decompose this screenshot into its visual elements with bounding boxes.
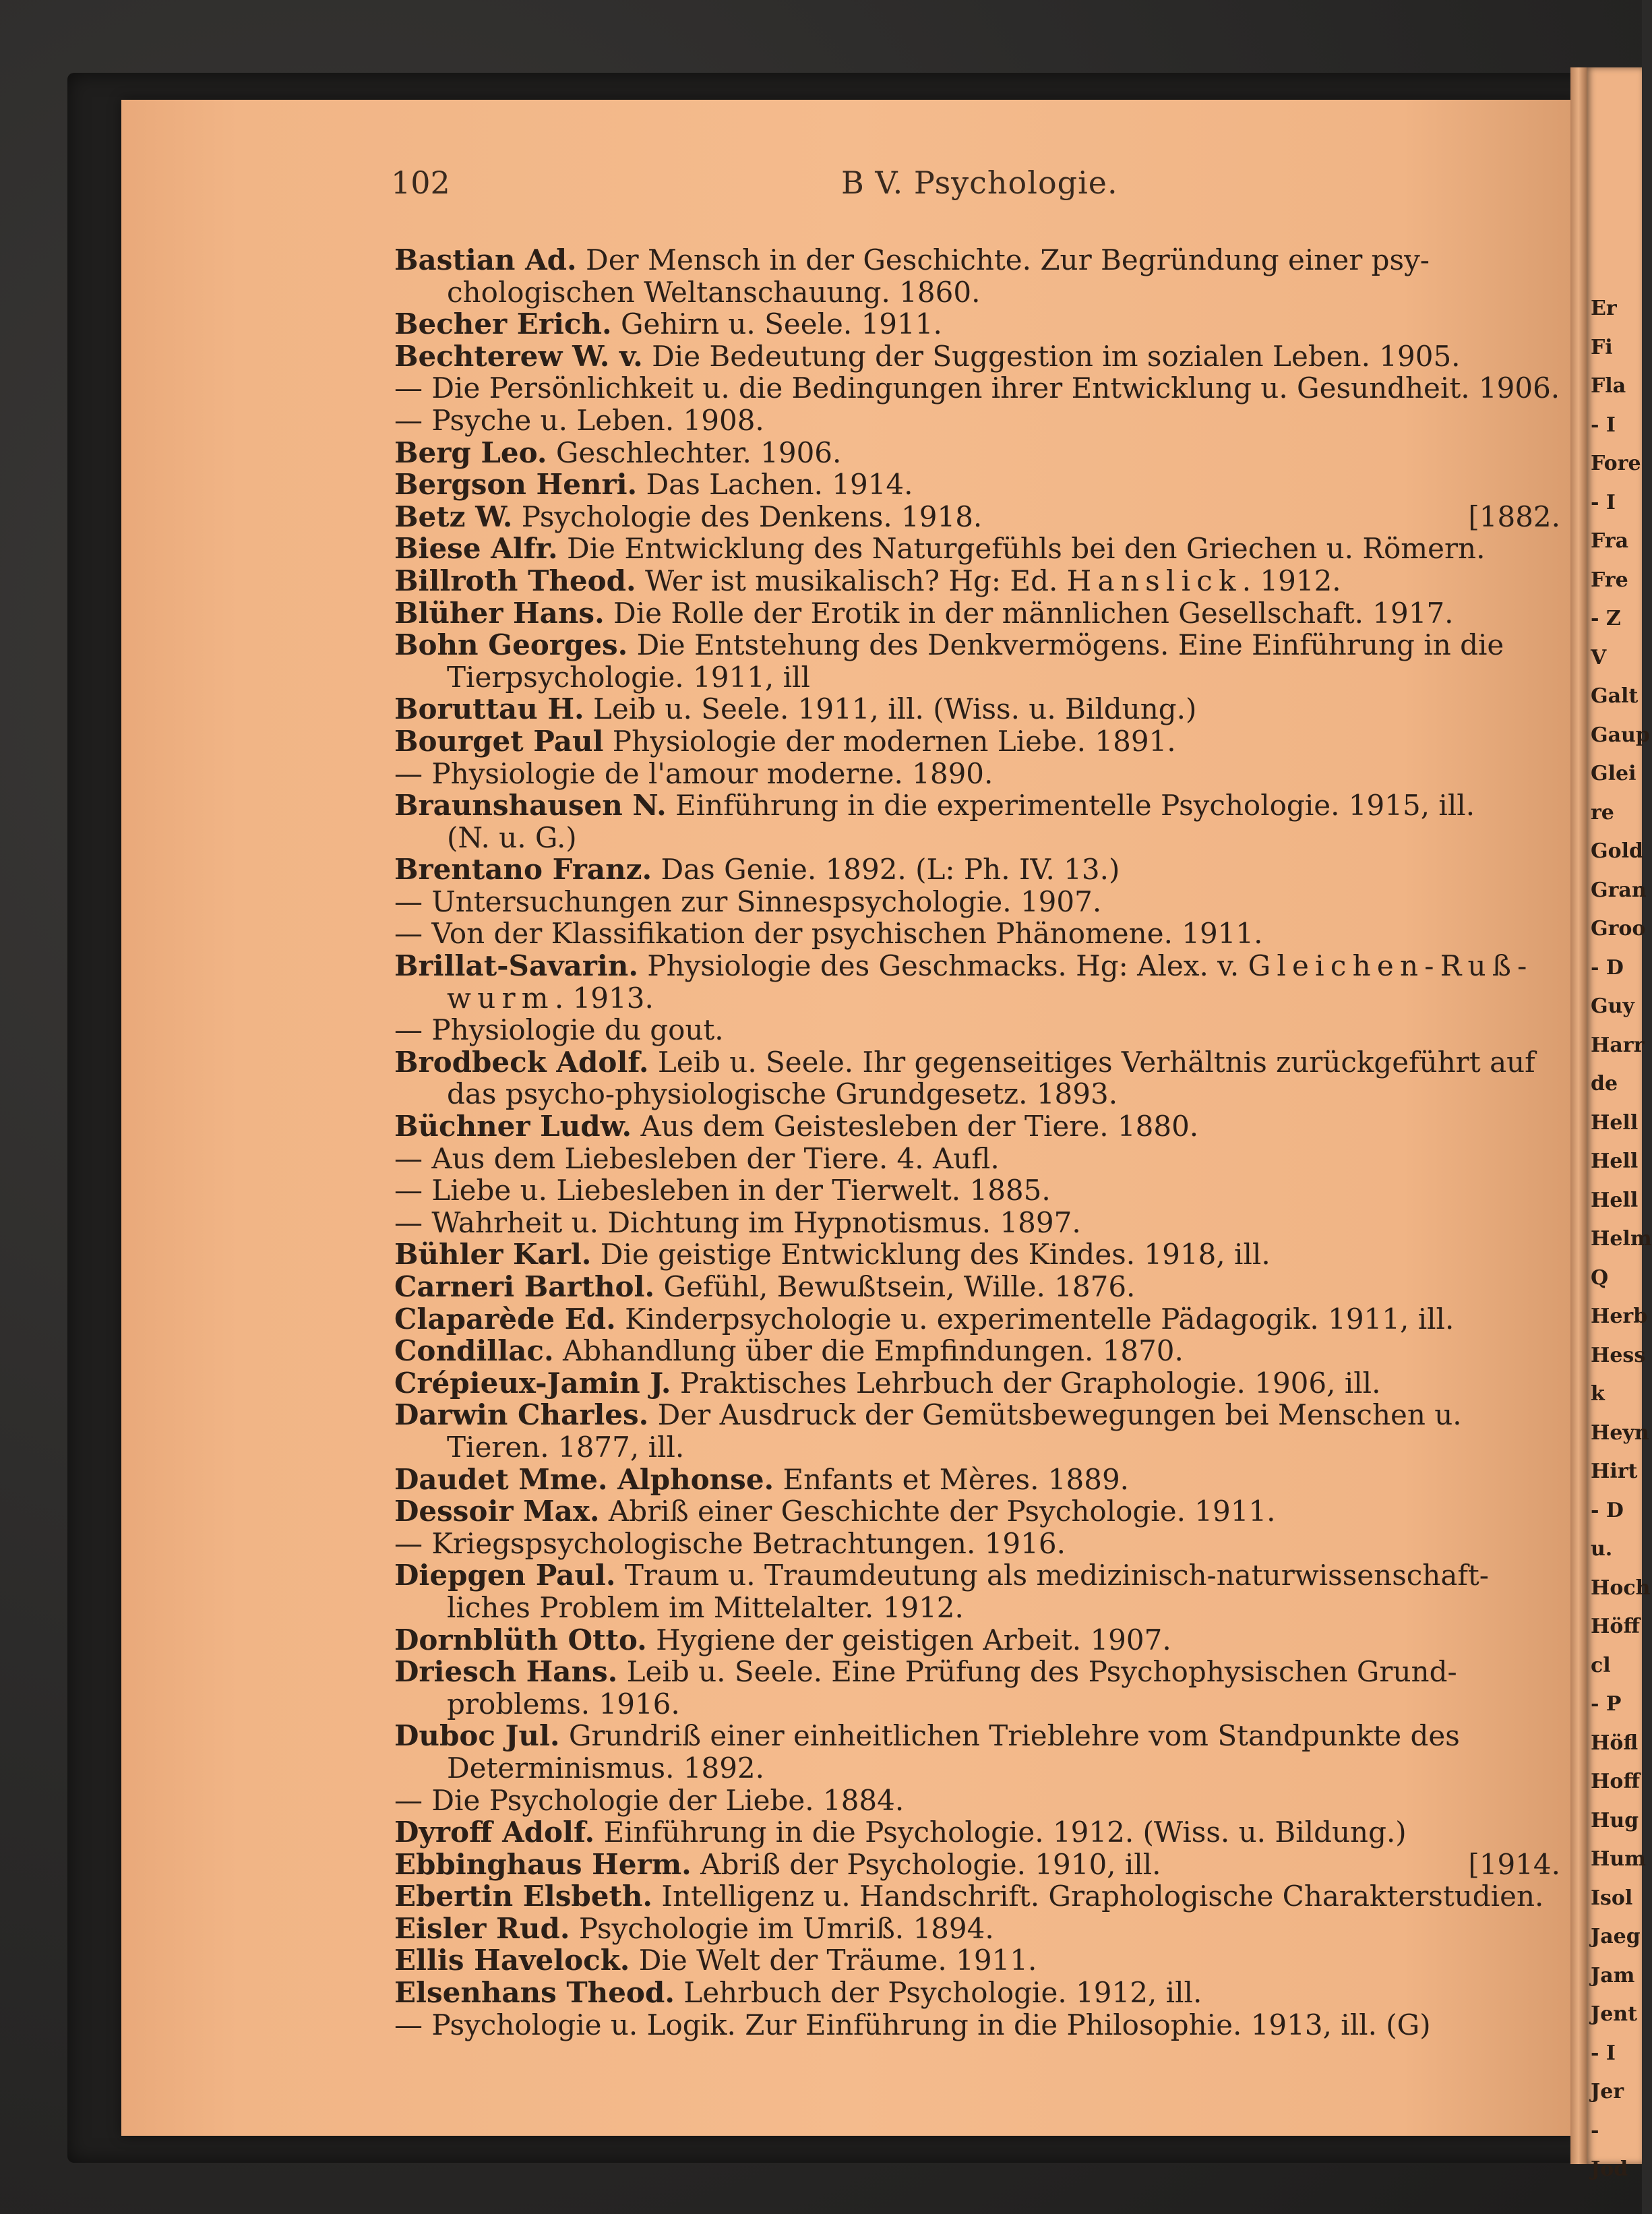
entry-title: Abriß einer Geschichte der Psychologie. 1911. <box>599 1495 1276 1528</box>
entry-title: Hygiene der geistigen Arbeit. 1907. <box>646 1623 1171 1656</box>
entry-title: Die Rolle der Erotik in der männlichen Gesellschaft. 1917. <box>604 596 1454 630</box>
entry-title: Lehrbuch der Psychologie. 1912, ill. <box>674 1976 1202 2010</box>
adjacent-page-fragment: Hell <box>1591 1149 1639 1173</box>
adjacent-page-fragment: Hess <box>1591 1343 1646 1367</box>
entry-author: Bohn Georges. <box>394 628 628 662</box>
adjacent-page-fragment: Q <box>1591 1265 1609 1290</box>
bibliography-entry <box>394 1849 1560 1881</box>
adjacent-page-fragment: - I <box>1591 413 1616 437</box>
adjacent-page-fragment: Gold <box>1591 839 1644 863</box>
entry-spaced-name: Gleichen-Ruß- <box>1248 949 1533 983</box>
adjacent-page-fragment: Hum <box>1591 1847 1646 1871</box>
entry-title: Wer ist musikalisch? Hg: Ed. <box>636 564 1067 597</box>
bibliography-list <box>394 244 1560 2041</box>
entry-title: problems. 1916. <box>447 1687 680 1721</box>
bibliography-entry <box>394 565 1560 597</box>
entry-author: Brillat-Savarin. <box>394 949 638 983</box>
entry-author: Dessoir Max. <box>394 1495 600 1528</box>
bibliography-entry <box>394 1335 1560 1367</box>
entry-title: Kinderpsychologie u. experimentelle Pädagogik. 1911, ill. <box>615 1302 1455 1336</box>
entry-title: — Untersuchungen zur Sinnespsychologie. 1907. <box>394 885 1102 918</box>
bibliography-entry <box>394 437 1560 469</box>
entry-title: Leib u. Seele. Eine Prüfung des Psychophysischen Grund- <box>617 1655 1457 1689</box>
entry-title: Abhandlung über die Empfindungen. 1870. <box>553 1334 1184 1368</box>
entry-title: Physiologie der modernen Liebe. 1891. <box>603 724 1176 758</box>
entry-author: Blüher Hans. <box>394 596 605 630</box>
adjacent-page-fragment: Guy <box>1591 994 1634 1018</box>
entry-title: Grundriß einer einheitlichen Trieblehre vom Standpunkte des <box>559 1719 1460 1753</box>
entry-title: chologischen Weltanschauung. 1860. <box>447 275 981 309</box>
bibliography-entry <box>394 1913 1560 1945</box>
bibliography-entry <box>394 918 1560 950</box>
entry-title: Praktisches Lehrbuch der Graphologie. 1906, ill. <box>671 1366 1381 1400</box>
entry-author: Brentano Franz. <box>394 853 652 887</box>
adjacent-page-fragment: u. <box>1591 1537 1613 1561</box>
bibliography-entry <box>394 1431 1560 1464</box>
entry-title: Traum u. Traumdeutung als medizinisch-naturwissenschaft- <box>615 1559 1489 1592</box>
adjacent-page-fragment: Jer <box>1591 2080 1624 2103</box>
bibliography-entry <box>394 661 1560 694</box>
bibliography-entry <box>394 1592 1560 1624</box>
entry-title: Enfants et Mères. 1889. <box>774 1462 1130 1496</box>
adjacent-page-fragment: Er <box>1591 297 1617 320</box>
entry-title: Gehirn u. Seele. 1911. <box>611 307 942 341</box>
adjacent-page-fragment: - Z <box>1591 607 1621 630</box>
bibliography-entry <box>394 822 1560 854</box>
bibliography-entry <box>394 1238 1560 1271</box>
adjacent-page-fragment: Hoch <box>1591 1576 1651 1600</box>
bibliography-entry <box>394 758 1560 790</box>
entry-title: Tieren. 1877, ill. <box>447 1430 685 1464</box>
entry-title: . 1913. <box>554 981 654 1015</box>
bibliography-entry <box>394 308 1560 340</box>
adjacent-page-fragment: Hug <box>1591 1808 1639 1832</box>
entry-title: Aus dem Geistesleben der Tiere. 1880. <box>632 1110 1199 1143</box>
entry-author: Berg Leo. <box>394 436 547 469</box>
entry-title: Einführung in die Psychologie. 1912. (Wiss. u. Bildung.) <box>594 1816 1407 1849</box>
adjacent-page-fragment: re <box>1591 800 1614 825</box>
adjacent-page-fragment: Fre <box>1591 568 1628 592</box>
adjacent-page-fragment: Helm <box>1591 1227 1652 1251</box>
entry-title: Psychologie des Denkens. 1918. <box>512 500 983 533</box>
adjacent-page-fragment: Fla <box>1591 374 1626 398</box>
adjacent-page-fragment: - D <box>1591 1498 1624 1522</box>
bibliography-entry <box>394 276 1560 309</box>
entry-title: — Psyche u. Leben. 1908. <box>394 403 764 437</box>
entry-author: Duboc Jul. <box>394 1719 560 1753</box>
entry-title: liches Problem im Mittelalter. 1912. <box>447 1590 964 1624</box>
bibliography-entry <box>394 1207 1560 1239</box>
bibliography-entry <box>394 1143 1560 1175</box>
entry-author: Bergson Henri. <box>394 468 638 502</box>
entry-title: Geschlechter. 1906. <box>547 436 842 469</box>
bibliography-entry <box>394 1271 1560 1303</box>
bibliography-entry <box>394 533 1560 565</box>
bibliography-entry <box>394 597 1560 630</box>
bibliography-entry <box>394 950 1560 982</box>
entry-title: (N. u. G.) <box>447 820 577 854</box>
adjacent-page-fragment: Isol <box>1591 1886 1633 1910</box>
adjacent-page-fragment: - I <box>1591 2041 1616 2065</box>
bibliography-entry <box>394 629 1560 661</box>
bibliography-entry <box>394 372 1560 405</box>
bibliography-entry <box>394 789 1560 822</box>
entry-author: Boruttau H. <box>394 692 584 726</box>
bibliography-entry <box>394 1624 1560 1656</box>
entry-title: Das Lachen. 1914. <box>637 468 913 502</box>
entry-title: Einführung in die experimentelle Psychologie. 1915, ill. <box>666 789 1475 822</box>
adjacent-page-fragment: Hirt <box>1591 1460 1638 1483</box>
bibliography-entry <box>394 1656 1560 1688</box>
entry-author: Betz W. <box>394 500 513 533</box>
bibliography-entry <box>394 693 1560 725</box>
entry-author: Elsenhans Theod. <box>394 1976 675 2010</box>
bibliography-entry <box>394 1944 1560 1977</box>
adjacent-page-fragment: Jod <box>1591 2157 1628 2181</box>
adjacent-page-strip <box>1587 67 1652 2181</box>
bibliography-entry <box>394 405 1560 437</box>
bibliography-entry <box>394 1110 1560 1143</box>
adjacent-page-fragment: Harr <box>1591 1033 1645 1057</box>
bibliography-entry <box>394 1528 1560 1560</box>
entry-title: Der Mensch in der Geschichte. Zur Begründung einer psy- <box>576 243 1430 276</box>
entry-spaced-name: wurm <box>447 981 555 1015</box>
entry-title: Die Entwicklung des Naturgefühls bei den Griechen u. Römern. <box>557 532 1486 566</box>
entry-author: Bourget Paul <box>394 724 604 758</box>
entry-margin-note: [1882. <box>1468 500 1560 533</box>
adjacent-page-fragment: - P <box>1591 1692 1622 1716</box>
entry-title: Gefühl, Bewußtsein, Wille. 1876. <box>654 1270 1136 1303</box>
entry-author: Ebertin Elsbeth. <box>394 1880 653 1913</box>
entry-title: Determinismus. 1892. <box>447 1751 765 1785</box>
adjacent-page-fragment: Hell <box>1591 1110 1639 1135</box>
entry-author: Brodbeck Adolf. <box>394 1045 649 1079</box>
bibliography-entry <box>394 2009 1560 2041</box>
entry-author: Driesch Hans. <box>394 1655 618 1689</box>
entry-title: — Physiologie de l'amour moderne. 1890. <box>394 756 993 790</box>
bibliography-entry <box>394 1752 1560 1785</box>
bibliography-entry <box>394 244 1560 276</box>
bibliography-entry <box>394 1174 1560 1207</box>
bibliography-entry <box>394 1078 1560 1110</box>
entry-title: Der Ausdruck der Gemütsbewegungen bei Menschen u. <box>648 1398 1462 1432</box>
adjacent-page-fragment: - <box>1591 2118 1599 2143</box>
entry-author: Condillac. <box>394 1334 554 1368</box>
page-number: 102 <box>391 164 450 201</box>
entry-title: Leib u. Seele. 1911, ill. (Wiss. u. Bildung.) <box>584 692 1197 726</box>
entry-margin-note: [1914. <box>1468 1847 1560 1881</box>
bibliography-entry <box>394 1464 1560 1496</box>
entry-title: Abriß der Psychologie. 1910, ill. <box>691 1847 1161 1881</box>
entry-title: — Die Psychologie der Liebe. 1884. <box>394 1783 905 1817</box>
entry-title: Physiologie des Geschmacks. Hg: Alex. v. <box>638 949 1248 983</box>
adjacent-page-fragment: cl <box>1591 1653 1611 1677</box>
entry-author: Braunshausen N. <box>394 789 667 822</box>
running-title: B V. Psychologie. <box>841 164 1118 201</box>
bibliography-entry <box>394 1688 1560 1721</box>
entry-author: Claparède Ed. <box>394 1302 616 1336</box>
entry-title: Intelligenz u. Handschrift. Graphologische Charakterstudien. <box>652 1880 1544 1913</box>
entry-title: Psychologie im Umriß. 1894. <box>570 1911 994 1945</box>
bibliography-entry <box>394 1785 1560 1817</box>
entry-title: — Aus dem Liebesleben der Tiere. 4. Aufl. <box>394 1141 1000 1175</box>
bibliography-entry <box>394 1559 1560 1592</box>
adjacent-page-fragment: Herb <box>1591 1305 1648 1328</box>
bibliography-entry <box>394 1495 1560 1528</box>
entry-author: Carneri Barthol. <box>394 1270 655 1303</box>
page-gutter <box>1570 67 1587 2164</box>
entry-title: Das Genie. 1892. (L: Ph. IV. 13.) <box>652 853 1120 887</box>
entry-author: Biese Alfr. <box>394 532 558 566</box>
entry-title: Die Welt der Träume. 1911. <box>630 1944 1037 1977</box>
bibliography-entry <box>394 725 1560 758</box>
bibliography-entry <box>394 1014 1560 1046</box>
entry-author: Billroth Theod. <box>394 564 636 597</box>
page-header <box>391 164 1254 205</box>
entry-author: Crépieux-Jamin J. <box>394 1366 671 1400</box>
entry-title: — Die Persönlichkeit u. die Bedingungen ihrer Entwicklung u. Gesundheit. 1906. <box>394 371 1560 405</box>
entry-author: Dornblüth Otto. <box>394 1623 647 1656</box>
adjacent-page-fragment: - I <box>1591 490 1616 514</box>
entry-title: Die Bedeutung der Suggestion im sozialen Leben. 1905. <box>642 339 1461 373</box>
bibliography-entry <box>394 1367 1560 1400</box>
entry-author: Daudet Mme. Alphonse. <box>394 1462 774 1496</box>
entry-author: Becher Erich. <box>394 307 612 341</box>
bibliography-entry <box>394 501 1560 533</box>
bibliography-entry <box>394 1303 1560 1336</box>
bibliography-entry <box>394 854 1560 886</box>
adjacent-page-fragment: Heyn <box>1591 1420 1649 1445</box>
bibliography-entry <box>394 1046 1560 1079</box>
bibliography-entry <box>394 1816 1560 1849</box>
entry-author: Diepgen Paul. <box>394 1559 616 1592</box>
entry-author: Bastian Ad. <box>394 243 577 276</box>
adjacent-page-fragment: Jam <box>1591 1963 1635 1987</box>
entry-title: Tierpsychologie. 1911, ill <box>447 660 810 694</box>
bibliography-entry <box>394 469 1560 501</box>
bibliography-entry <box>394 1977 1560 2009</box>
entry-title: Leib u. Seele. Ihr gegenseitiges Verhältnis zurückgeführt auf <box>648 1045 1535 1079</box>
entry-author: Ebbinghaus Herm. <box>394 1847 692 1881</box>
bibliography-entry <box>394 1880 1560 1913</box>
adjacent-page-fragment: Gaup <box>1591 723 1650 747</box>
adjacent-page-fragment: Fore <box>1591 452 1641 475</box>
adjacent-page-fragment: Hoff <box>1591 1770 1640 1793</box>
bibliography-entry <box>394 340 1560 373</box>
entry-author: Darwin Charles. <box>394 1398 649 1432</box>
adjacent-page-fragment: Höfl <box>1591 1731 1639 1755</box>
bibliography-entry <box>394 982 1560 1015</box>
adjacent-page-fragment: Groo <box>1591 917 1646 940</box>
adjacent-page-fragment: k <box>1591 1382 1605 1406</box>
entry-title-tail: . 1912. <box>1242 564 1341 597</box>
adjacent-page-fragment: Hell <box>1591 1188 1639 1212</box>
entry-title: — Physiologie du gout. <box>394 1013 724 1047</box>
adjacent-page-fragment: Jent <box>1591 2002 1637 2026</box>
adjacent-page-fragment: - D <box>1591 955 1624 980</box>
entry-author: Büchner Ludw. <box>394 1110 632 1143</box>
entry-title: — Kriegspsychologische Betrachtungen. 1916. <box>394 1526 1066 1560</box>
entry-author: Bechterew W. v. <box>394 339 643 373</box>
adjacent-page-fragment: Fra <box>1591 529 1629 553</box>
entry-title: — Wahrheit u. Dichtung im Hypnotismus. 1897. <box>394 1205 1081 1239</box>
entry-spaced-name: Hanslick <box>1066 564 1242 597</box>
adjacent-page-fragment: Höff <box>1591 1615 1640 1638</box>
entry-title: Die geistige Entwicklung des Kindes. 1918, ill. <box>591 1238 1271 1271</box>
adjacent-page-fragment: de <box>1591 1072 1618 1096</box>
adjacent-page-fragment: V <box>1591 645 1607 669</box>
adjacent-page-fragment: Galt <box>1591 684 1639 708</box>
entry-title: — Von der Klassifikation der psychischen Phänomene. 1911. <box>394 917 1263 951</box>
adjacent-page-fragment: Jaeg <box>1591 1925 1641 1948</box>
entry-title: — Liebe u. Liebesleben in der Tierwelt. 1885. <box>394 1174 1051 1207</box>
entry-author: Ellis Havelock. <box>394 1944 630 1977</box>
entry-author: Bühler Karl. <box>394 1238 592 1271</box>
bibliography-entry <box>394 1399 1560 1431</box>
adjacent-page-fragment: Fi <box>1591 335 1613 359</box>
entry-title: Die Entstehung des Denkvermögens. Eine Einführung in die <box>628 628 1504 662</box>
bibliography-entry <box>394 1720 1560 1752</box>
entry-author: Dyroff Adolf. <box>394 1816 595 1849</box>
adjacent-page-fragment: Glei <box>1591 762 1636 785</box>
entry-title: — Psychologie u. Logik. Zur Einführung in die Philosophie. 1913, ill. (G) <box>394 2008 1431 2041</box>
adjacent-page-fragment: Gran <box>1591 878 1647 902</box>
entry-author: Eisler Rud. <box>394 1911 570 1945</box>
bibliography-entry <box>394 886 1560 918</box>
entry-title: das psycho-physiologische Grundgesetz. 1893. <box>447 1077 1118 1111</box>
